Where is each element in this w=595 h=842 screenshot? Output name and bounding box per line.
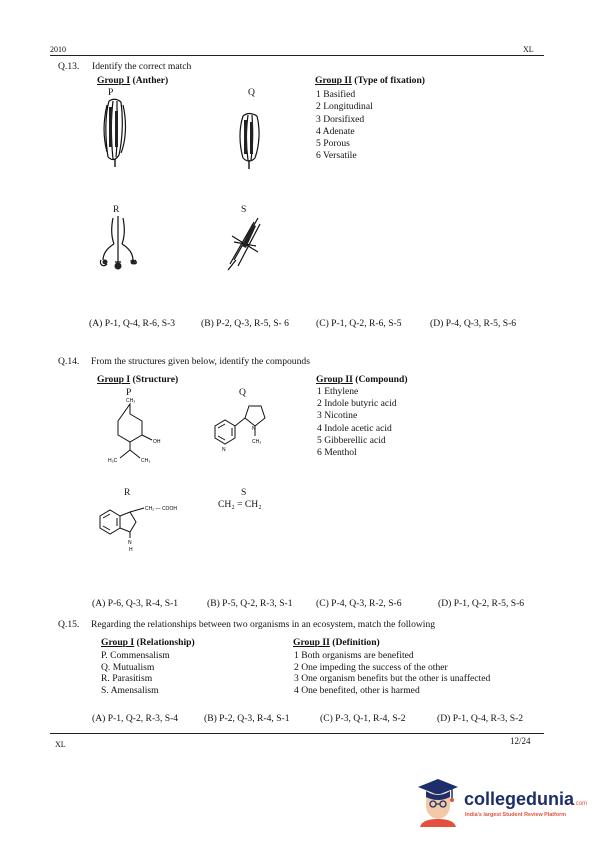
list-item: 4 One benefited, other is harmed (294, 684, 420, 696)
list-item: 3 One organism benefits but the other is unaffected (294, 673, 491, 685)
q14-option-b[interactable]: (B) P-5, Q-2, R-3, S-1 (207, 598, 293, 609)
q13-option-a[interactable]: (A) P-1, Q-4, R-6, S-3 (89, 318, 176, 329)
list-item: 2 Longitudinal (316, 101, 373, 113)
svg-text:CH₂ — COOH: CH₂ — COOH (145, 506, 177, 512)
q15-option-c[interactable]: (C) P-3, Q-1, R-4, S-2 (320, 713, 406, 724)
q13-group2-heading: Group II (Type of fixation) (315, 75, 425, 86)
q15-group1-list (101, 650, 170, 696)
list-item: 6 Versatile (316, 150, 357, 162)
svg-text:H: H (129, 547, 133, 553)
anther-s-drawing (224, 214, 266, 272)
q13-group2-list (316, 89, 373, 163)
q15-group2-list (294, 650, 490, 696)
q15-option-d[interactable]: (D) P-1, Q-4, R-3, S-2 (437, 713, 524, 724)
list-item: 1 Basified (316, 89, 356, 100)
nicotine-structure (205, 396, 285, 466)
q14-label-s: S (241, 487, 247, 498)
svg-text:OH: OH (153, 439, 161, 445)
q14-number: Q.14. (58, 356, 80, 367)
header-rule (50, 55, 544, 56)
list-item: Q. Mutualism (101, 661, 155, 673)
q14-label-q: Q (239, 387, 246, 398)
footer-subject-code: XL (55, 740, 66, 749)
list-item: 3 Dorsifixed (316, 113, 365, 125)
q13-option-c[interactable]: (C) P-1, Q-2, R-6, S-5 (316, 318, 402, 329)
list-item: 4 Indole acetic acid (317, 422, 392, 434)
q15-group2-heading: Group II (Definition) (293, 637, 380, 648)
list-item: 5 Gibberellic acid (317, 434, 386, 446)
q14-group2-heading: Group II (Compound) (316, 374, 408, 385)
svg-text:CH₃: CH₃ (141, 458, 151, 464)
svg-text:N: N (222, 447, 226, 453)
list-item: 4 Adenate (316, 125, 355, 137)
svg-text:N: N (252, 426, 256, 432)
brand-wordmark: collegedunia.com (464, 789, 588, 809)
svg-text:CH₃: CH₃ (126, 398, 136, 404)
footer-rule (50, 733, 544, 734)
anther-r-drawing (97, 214, 141, 276)
q13-option-d[interactable]: (D) P-4, Q-3, R-5, S-6 (430, 318, 517, 329)
q13-label-q: Q (248, 87, 255, 98)
q15-number: Q.15. (58, 619, 80, 630)
q13-number: Q.13. (58, 61, 80, 72)
q14-group2-list (317, 386, 397, 459)
q14-label-p: P (126, 387, 132, 398)
graduate-avatar-icon (416, 777, 460, 827)
q14-ethylene-formula: CH₂ = CH₂ (218, 499, 262, 510)
collegedunia-logo (416, 777, 586, 827)
svg-text:CH₃: CH₃ (252, 439, 262, 445)
indole-structure (94, 500, 204, 560)
list-item: S. Amensalism (101, 684, 159, 696)
svg-text:H₃C: H₃C (108, 458, 118, 464)
q14-option-a[interactable]: (A) P-6, Q-3, R-4, S-1 (92, 598, 179, 609)
list-item: R. Parasitism (101, 673, 153, 685)
menthol-structure (100, 396, 180, 466)
svg-text:N: N (128, 540, 132, 546)
list-item: P. Commensalism (101, 650, 170, 661)
q13-label-p: P (108, 87, 114, 98)
q14-label-r: R (124, 487, 131, 498)
list-item: 3 Nicotine (317, 410, 358, 422)
q13-question-text: Identify the correct match (92, 61, 192, 72)
q13-option-b[interactable]: (B) P-2, Q-3, R-5, S- 6 (201, 318, 289, 329)
anther-q-drawing (233, 112, 265, 170)
header-year: 2010 (50, 45, 66, 54)
q14-question-text: From the structures given below, identify the compounds (91, 356, 310, 367)
list-item: 1 Ethylene (317, 386, 359, 397)
list-item: 5 Porous (316, 138, 350, 150)
page-number: 12/24 (510, 736, 531, 746)
q15-group1-heading: Group I (Relationship) (101, 637, 195, 648)
brand-tagline: India's largest Student Review Platform (465, 812, 567, 818)
q14-option-d[interactable]: (D) P-1, Q-2, R-5, S-6 (438, 598, 525, 609)
q15-option-a[interactable]: (A) P-1, Q-2, R-3, S-4 (92, 713, 179, 724)
q15-option-b[interactable]: (B) P-2, Q-3, R-4, S-1 (204, 713, 290, 724)
q13-group1-heading: Group I (Anther) (97, 75, 169, 86)
q15-question-text: Regarding the relationships between two organisms in an ecosystem, match the following (91, 619, 436, 630)
q13-label-s: S (241, 204, 247, 215)
q13-label-r: R (113, 204, 120, 215)
q14-group1-heading: Group I (Structure) (97, 374, 179, 385)
list-item: 1 Both organisms are benefited (294, 650, 414, 661)
header-subject-code: XL (523, 45, 534, 54)
list-item: 2 Indole butyric acid (317, 398, 397, 410)
list-item: 6 Menthol (317, 447, 357, 459)
list-item: 2 One impeding the success of the other (294, 661, 448, 673)
q14-option-c[interactable]: (C) P-4, Q-3, R-2, S-6 (316, 598, 402, 609)
anther-p-drawing (95, 97, 135, 167)
